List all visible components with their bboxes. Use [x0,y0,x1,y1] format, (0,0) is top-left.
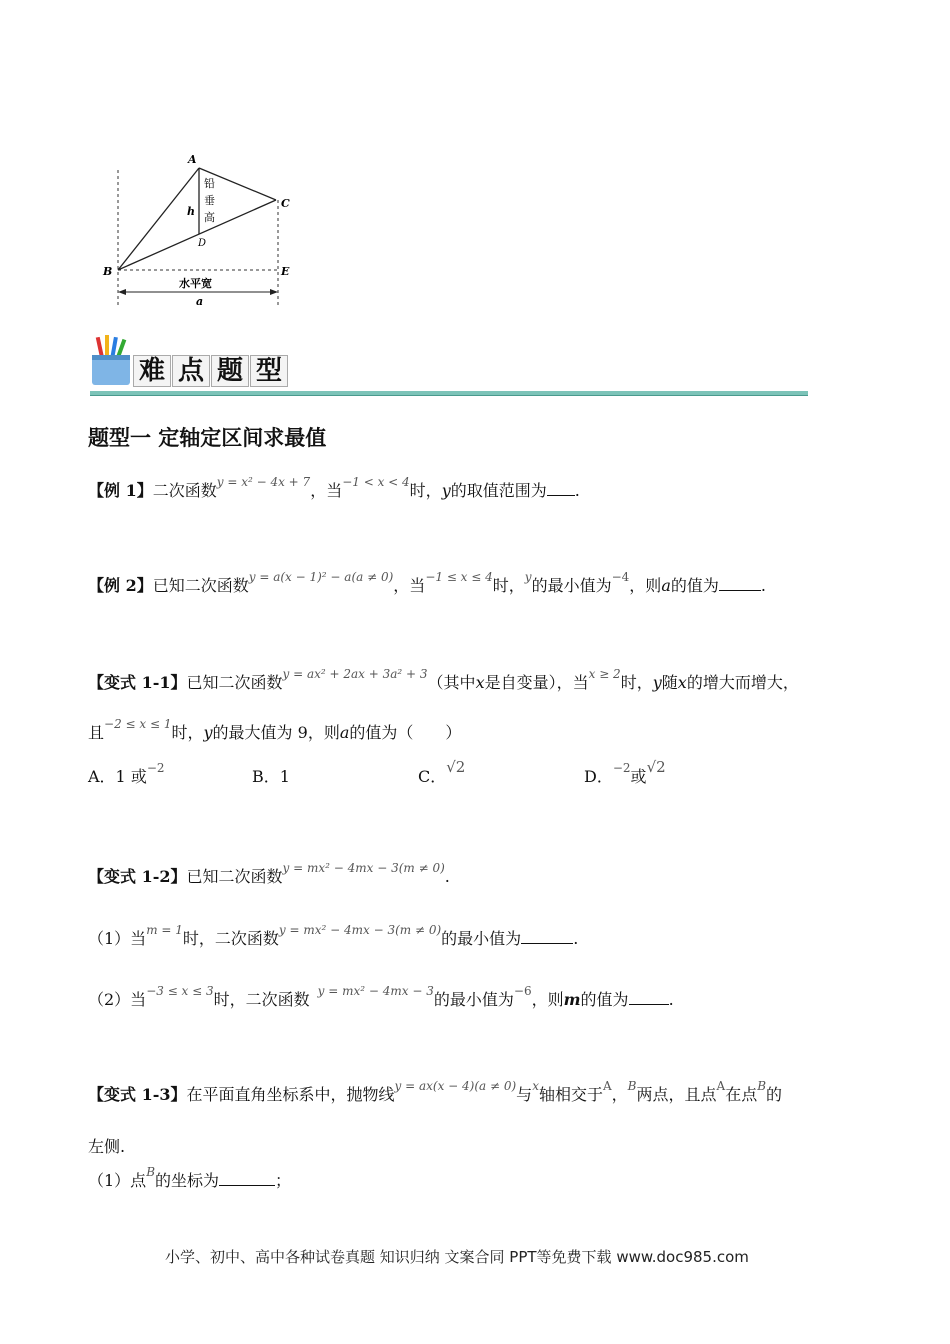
example-2-formula: y = a(x − 1)² − a(a ≠ 0) [248,570,394,584]
variant-1-3-q1: （1）点$^B$的坐标为 ； [88,1165,292,1190]
section-title: 题型一 定轴定区间求最值 [88,426,327,450]
banner-rule [90,391,808,396]
edge-bc [118,200,276,270]
label-vertical-1: 铅 [204,177,215,190]
choice-a[interactable]: A．1 或$^{-2}$ [88,761,165,786]
choice-c[interactable]: C．√2 [418,758,466,786]
variant-1-3-line-1: 【变式 1-3】在平面直角坐标系中，抛物线$^{y = ax(x - 4)(a \ne 0)}$与$^x$轴相交于$^A$，$^B$两点，且点$^A$在点$^B$的 [88,1079,783,1104]
label-e-point: E [281,265,290,278]
label-c-point: C [281,197,290,210]
pencil-cup-icon [90,335,132,387]
answer-blank[interactable] [547,481,575,496]
label-h: h [187,205,195,218]
variant-1-2-q2: （2）当$^{-3 \le x \le 3}$时，二次函数 $^{y = mx^2 - 4mx - 3}$的最小值为$^{-6}$，则m的值为 . [88,984,674,1009]
banner-char-1: 难 [133,355,171,387]
banner-char-2: 点 [172,355,210,387]
variant-1-1-formula: y = ax² + 2ax + 3a² + 3 [282,667,428,681]
choice-d[interactable]: D．$^{-2}$或√2 [584,758,666,786]
arrow-right-head [270,289,278,295]
variant-1-2-tag: 【变式 1-2】 [88,867,187,886]
answer-blank[interactable] [719,576,761,591]
banner-char-3: 题 [211,355,249,387]
answer-blank[interactable] [219,1171,275,1186]
geometry-figure [95,145,310,310]
example-1-formula: y = x² − 4x + 7 [216,475,311,489]
example-2-tag: 【例 2】 [88,576,153,595]
answer-blank[interactable] [629,990,669,1005]
answer-blank[interactable] [521,929,573,944]
label-a-point: A [188,153,197,166]
variant-1-2-formula: y = mx² − 4mx − 3(m ≠ 0) [282,861,445,875]
label-vertical-3: 高 [204,211,215,224]
arrow-left-head [118,289,126,295]
banner-char-4: 型 [250,355,288,387]
variant-1-1-line-2: 且$^{-2 \le x \le 1}$时，y的最大值为 9，则a的值为（ ） [88,717,462,742]
label-d-point: D [198,238,207,249]
variant-1-1-line-1: 【变式 1-1】已知二次函数$^{y = ax^2 + 2ax + 3a^2 + 3}$（其中x是自变量），当$^{x \ge 2}$时，y随x的增大而增大， [88,667,799,692]
label-horizontal-width: 水平宽 [179,277,212,290]
label-a-width: a [196,295,204,308]
edge-ab [118,168,199,270]
variant-1-3-line-2: 左侧. [88,1137,126,1156]
label-b-point: B [103,265,113,278]
variant-1-3-tag: 【变式 1-3】 [88,1085,187,1104]
variant-1-2: 【变式 1-2】已知二次函数$^{y = mx^2 - 4mx - 3(m \ne 0)}$. [88,861,450,886]
variant-1-1-tag: 【变式 1-1】 [88,673,187,692]
example-2: 【例 2】已知二次函数$^{y = a(x - 1)^2 - a(a \ne 0)}$，当$^{-1 \le x \le 4}$时，$^y$的最小值为$^{-4}$，则a的值为 . [88,570,766,595]
page-footer: 小学、初中、高中各种试卷真题 知识归纳 文案合同 PPT等免费下载 www.doc985.com [165,1248,749,1266]
example-1: 【例 1】二次函数$^{y = x^2 - 4x + 7}$，当$^{-1 < x < 4}$时，y的取值范围为 . [88,475,580,500]
example-1-tag: 【例 1】 [88,481,153,500]
variant-1-3-formula: y = ax(x − 4)(a ≠ 0) [394,1079,517,1093]
label-vertical-2: 垂 [204,194,215,207]
variant-1-2-q1: （1）当$^{m = 1}$时，二次函数$^{y = mx^2 - 4mx - 3(m \ne 0)}$的最小值为 . [88,923,579,948]
choice-b[interactable]: B．1 [252,767,290,786]
